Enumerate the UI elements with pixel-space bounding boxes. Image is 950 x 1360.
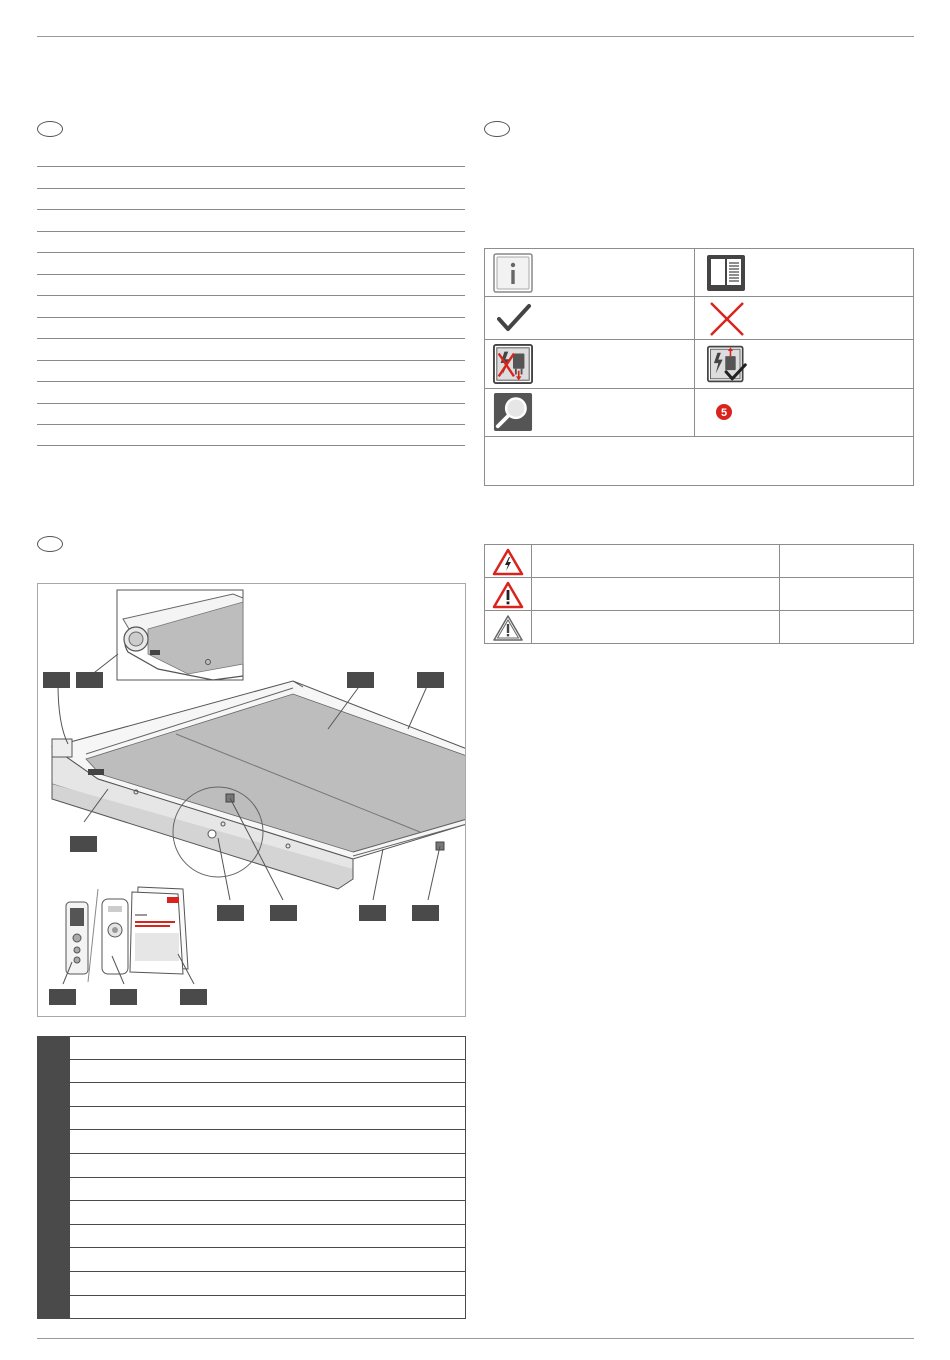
list-item — [37, 188, 465, 210]
symbol-cell — [695, 389, 913, 436]
section-marker-contents — [37, 121, 63, 137]
table-row — [485, 340, 913, 389]
accessories — [66, 887, 188, 982]
legend-number-cell — [38, 1037, 70, 1059]
callout-label — [110, 989, 137, 1005]
legend-number-cell — [38, 1248, 70, 1271]
list-item — [37, 231, 465, 253]
step-number-badge — [715, 403, 733, 421]
svg-text:5: 5 — [720, 407, 728, 419]
info-icon — [493, 253, 533, 293]
table-row — [37, 1225, 466, 1249]
warning-icon-cell — [485, 545, 532, 577]
callout-label — [43, 672, 70, 688]
checkmark-icon — [493, 299, 533, 339]
callout-label — [359, 905, 386, 921]
table-row — [485, 611, 913, 644]
warning-text-cell — [532, 545, 780, 577]
symbols-table — [484, 248, 914, 486]
callout-label — [49, 989, 76, 1005]
list-item — [37, 295, 465, 317]
callout-label — [70, 836, 97, 852]
warning-icon-cell — [485, 611, 532, 644]
legend-number-cell — [38, 1154, 70, 1177]
roller-shutter-illustration — [38, 584, 466, 1017]
table-row — [37, 1178, 466, 1202]
footer-rule — [37, 1338, 914, 1339]
legend-number-cell — [38, 1272, 70, 1295]
list-item — [37, 360, 465, 382]
callout-label — [270, 905, 297, 921]
section-marker-delivery — [37, 536, 63, 552]
symbol-cell — [695, 297, 913, 339]
list-item — [37, 317, 465, 339]
electric-hazard-icon — [492, 548, 524, 576]
table-row — [37, 1248, 466, 1272]
list-item — [37, 403, 465, 425]
power-disconnected-icon — [493, 344, 533, 384]
table-row — [485, 545, 913, 578]
header-rule — [37, 36, 914, 37]
callout-label — [217, 905, 244, 921]
legend-number-cell — [38, 1107, 70, 1130]
caution-exclamation-icon — [492, 614, 524, 642]
red-cross-icon — [707, 299, 747, 339]
list-item — [37, 381, 465, 403]
table-row — [485, 578, 913, 611]
table-row — [485, 249, 913, 297]
legend-number-cell — [38, 1083, 70, 1106]
table-row — [37, 1107, 466, 1131]
frame-assembly — [52, 681, 466, 889]
legend-number-cell — [38, 1201, 70, 1224]
legend-table — [37, 1036, 466, 1319]
table-row — [37, 1083, 466, 1107]
warning-text-cell — [532, 611, 780, 644]
legend-number-cell — [38, 1225, 70, 1248]
warning-exclamation-icon — [492, 581, 524, 609]
callout-label — [417, 672, 444, 688]
table-row — [485, 437, 913, 485]
legend-number-cell — [38, 1178, 70, 1201]
legend-number-cell — [38, 1130, 70, 1153]
callout-label — [347, 672, 374, 688]
symbol-cell — [485, 249, 695, 296]
callout-label — [180, 989, 207, 1005]
power-connected-icon — [707, 344, 747, 384]
list-item — [37, 252, 465, 274]
symbol-cell — [695, 340, 913, 388]
symbol-cell — [485, 389, 695, 436]
table-row — [37, 1130, 466, 1154]
table-row — [37, 1154, 466, 1178]
list-item — [37, 338, 465, 360]
list-item — [37, 274, 465, 296]
table-row — [37, 1201, 466, 1225]
section-marker-symbols — [484, 121, 510, 137]
callout-label — [412, 905, 439, 921]
symbol-cell — [485, 297, 695, 339]
table-row — [485, 389, 913, 437]
list-item — [37, 209, 465, 231]
list-item — [37, 166, 465, 188]
product-figure — [37, 583, 466, 1017]
table-row — [37, 1272, 466, 1296]
manual-book-icon — [707, 253, 747, 293]
symbol-cell — [485, 340, 695, 388]
contents-list — [37, 166, 465, 446]
legend-number-cell — [38, 1060, 70, 1083]
warning-icon-cell — [485, 578, 532, 610]
callout-label — [76, 672, 103, 688]
table-row — [37, 1060, 466, 1084]
magnifier-icon — [493, 392, 533, 432]
table-row — [37, 1036, 466, 1060]
symbol-cell — [695, 249, 913, 296]
table-row — [485, 297, 913, 340]
warnings-table — [484, 544, 914, 644]
table-row — [37, 1296, 466, 1320]
legend-number-cell — [38, 1296, 70, 1319]
list-item — [37, 424, 465, 446]
warning-text-cell — [532, 578, 780, 610]
